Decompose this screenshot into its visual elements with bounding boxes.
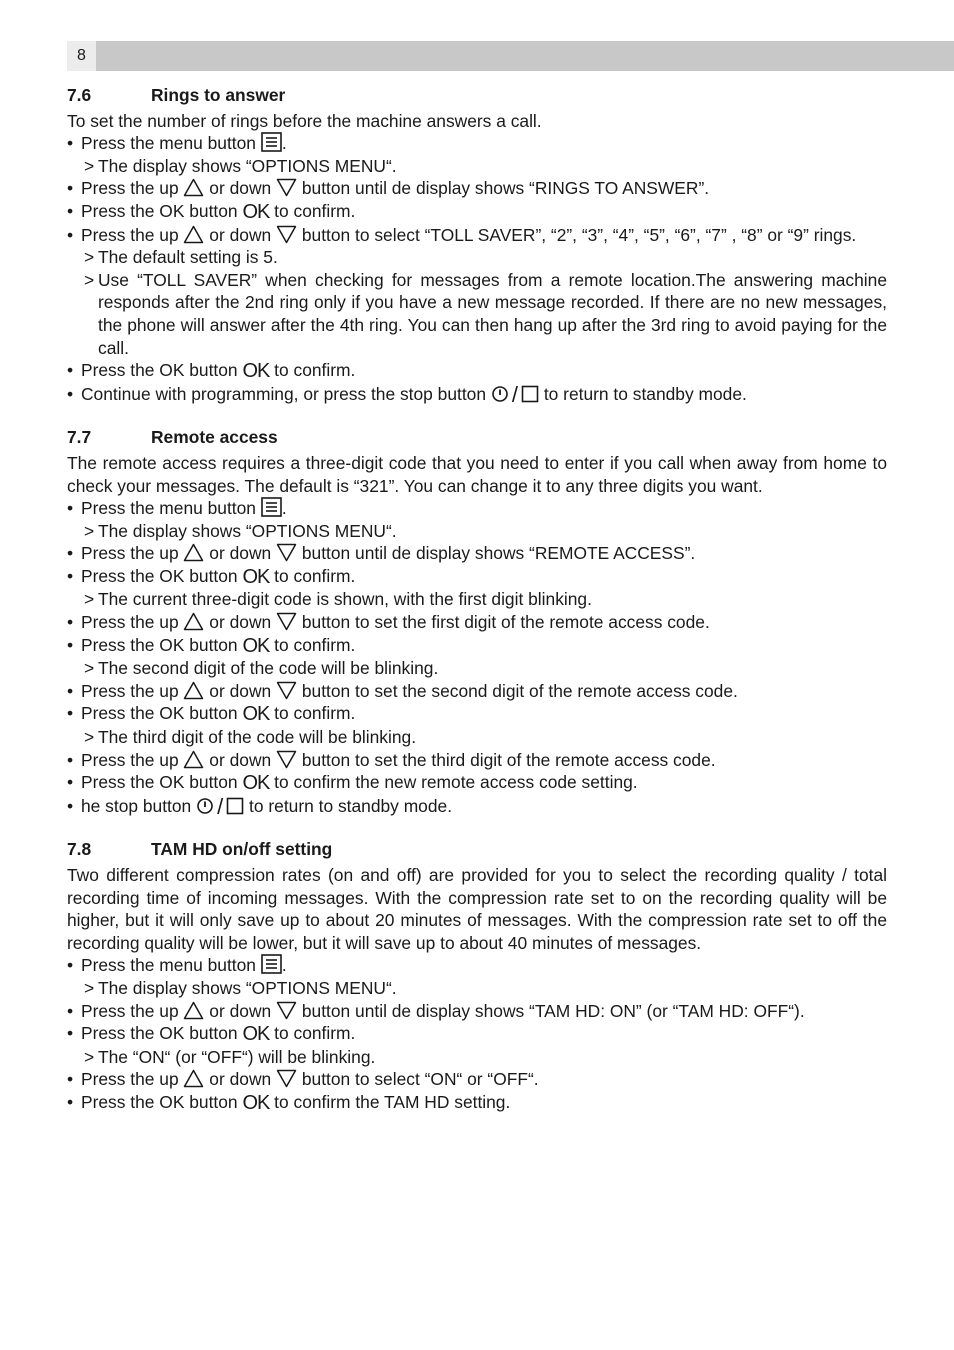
down-triangle-icon [276, 225, 297, 244]
page-number: 8 [67, 41, 96, 71]
text-run: or down [204, 543, 277, 564]
instruction-list [67, 954, 887, 1114]
power-icon [196, 797, 214, 815]
text-run: to confirm. [269, 360, 356, 381]
text-run: The display shows “OPTIONS MENU“. [98, 520, 397, 541]
down-triangle-icon [276, 750, 297, 769]
instruction-step [67, 132, 887, 155]
text-run: button to set the third digit of the remote access code. [297, 749, 716, 770]
ok-button-icon: OK [242, 200, 270, 223]
text-run: to confirm. [269, 565, 356, 586]
text-run: to confirm. [269, 634, 356, 655]
text-run: to confirm. [269, 1023, 356, 1044]
text-run: Press the OK button [81, 1091, 243, 1112]
section-title: Remote access [151, 427, 278, 448]
display-note [67, 246, 887, 269]
ok-button-icon: OK [242, 772, 270, 795]
section-number: 7.7 [67, 427, 92, 448]
instruction-step [67, 565, 887, 589]
text-run: or down [204, 224, 277, 245]
instruction-step [67, 1000, 887, 1023]
ok-button-icon: OK [242, 1091, 270, 1114]
text-run: button until de display shows “TAM HD: ON” (or “TAM HD: OFF“). [297, 1000, 805, 1021]
text-run: Press the OK button [81, 565, 243, 586]
instruction-step [67, 702, 887, 726]
section-number: 7.6 [67, 85, 92, 105]
intro-paragraph: To set the number of rings before the machine answers a call. [67, 110, 542, 131]
down-triangle-icon [276, 681, 297, 700]
text-run: button to set the second digit of the remote access code. [297, 680, 738, 701]
display-note [67, 155, 887, 178]
instruction-list [67, 132, 887, 406]
display-note [67, 1046, 887, 1069]
text-run: Press the OK button [81, 200, 243, 221]
instruction-step [67, 177, 887, 200]
text-run: The default setting is 5. [98, 247, 278, 268]
up-triangle-icon [183, 1001, 204, 1020]
up-triangle-icon [183, 750, 204, 769]
instruction-step [67, 611, 887, 634]
down-triangle-icon [276, 178, 297, 197]
section-7-7 [67, 426, 887, 818]
text-run: Use “TOLL SAVER” when checking for messages from a remote location.The answering machine responds after the 2nd ring only if you have a new message recorded. If there are no new messages, the phone will answer after the 4th ring. You can then hang up after the 3rd ring to avoid paying for the call. [98, 269, 887, 358]
up-triangle-icon [183, 225, 204, 244]
ok-button-icon: OK [242, 634, 270, 657]
ok-button-icon: OK [242, 703, 270, 726]
text-run: Press the OK button [81, 1023, 243, 1044]
text-run: button to select “TOLL SAVER”, “2”, “3”, “4”, “5”, “6”, “7” , “8” or “9” rings. [297, 224, 857, 245]
section-heading [67, 84, 887, 107]
text-run: or down [204, 1000, 277, 1021]
text-run: The current three-digit code is shown, with the first digit blinking. [98, 589, 592, 610]
instruction-step [67, 542, 887, 565]
display-note [67, 977, 887, 1000]
section-title: TAM HD on/off setting [151, 839, 333, 860]
section-heading [67, 426, 887, 449]
menu-button-icon [261, 954, 282, 974]
ok-button-icon: OK [242, 360, 270, 383]
ok-button-icon: OK [242, 1023, 270, 1046]
instruction-step [67, 795, 887, 819]
instruction-step [67, 1022, 887, 1046]
text-run: The “ON“ (or “OFF“) will be blinking. [98, 1046, 376, 1067]
section-number: 7.8 [67, 839, 92, 860]
slash-separator: / [511, 381, 518, 407]
intro-paragraph: The remote access requires a three-digit code that you need to enter if you call when away from home to check your messages. The default is “321”. You can change it to any three digits you want. [67, 452, 887, 496]
stop-square-icon [521, 385, 539, 403]
instruction-step [67, 680, 887, 703]
text-run: Press the up [81, 224, 184, 245]
instruction-step [67, 1091, 887, 1115]
text-run: The second digit of the code will be blinking. [98, 658, 439, 679]
text-run: or down [204, 178, 277, 199]
instruction-step [67, 383, 887, 407]
display-note [67, 269, 887, 359]
section-7-8 [67, 838, 887, 1114]
text-run: Press the up [81, 680, 184, 701]
text-run: to return to standby mode. [539, 383, 747, 404]
text-run: Continue with programming, or press the stop button [81, 383, 491, 404]
text-run: Press the menu button [81, 498, 261, 519]
section-7-6 [67, 84, 887, 406]
text-run: Press the OK button [81, 703, 243, 724]
page-header-bar [67, 41, 954, 71]
text-run: Press the up [81, 178, 184, 199]
up-triangle-icon [183, 178, 204, 197]
up-triangle-icon [183, 612, 204, 631]
instruction-step [67, 359, 887, 383]
slash-separator: / [217, 793, 224, 819]
down-triangle-icon [276, 543, 297, 562]
instruction-step [67, 200, 887, 224]
text-run: he stop button [81, 795, 197, 816]
text-run: . [281, 498, 287, 519]
power-icon [491, 385, 509, 403]
instruction-step [67, 1068, 887, 1091]
text-run: . [281, 955, 287, 976]
intro-paragraph: Two different compression rates (on and off) are provided for you to select the recording quality / total recording time of incoming messages. With the compression rate set to on the recording quality will be higher, but it will only save up to about 20 minutes of messages. With the compression rate set to off the recording quality will be lower, but it will save up to about 40 minutes of messages. [67, 865, 887, 953]
display-note [67, 657, 887, 680]
display-note [67, 520, 887, 543]
text-run: button to select “ON“ or “OFF“. [297, 1069, 539, 1090]
text-run: Press the up [81, 612, 184, 633]
instruction-step [67, 634, 887, 658]
text-run: to confirm. [269, 703, 356, 724]
text-run: or down [204, 749, 277, 770]
text-run: to return to standby mode. [244, 795, 453, 816]
section-title: Rings to answer [151, 85, 286, 105]
ok-button-icon: OK [242, 565, 270, 588]
up-triangle-icon [183, 1069, 204, 1088]
instruction-list [67, 497, 887, 818]
text-run: The display shows “OPTIONS MENU“. [98, 977, 397, 998]
instruction-step [67, 749, 887, 772]
document-body [67, 84, 887, 1135]
instruction-step [67, 771, 887, 795]
text-run: to confirm the new remote access code setting. [269, 772, 638, 793]
text-run: Press the OK button [81, 360, 243, 381]
display-note [67, 726, 887, 749]
text-run: to confirm. [269, 200, 356, 221]
text-run: Press the OK button [81, 634, 243, 655]
section-heading [67, 838, 887, 861]
instruction-step [67, 224, 887, 247]
text-run: Press the up [81, 543, 184, 564]
text-run: to confirm the TAM HD setting. [269, 1091, 511, 1112]
text-run: The display shows “OPTIONS MENU“. [98, 155, 397, 176]
text-run: The third digit of the code will be blinking. [98, 727, 417, 748]
up-triangle-icon [183, 681, 204, 700]
menu-button-icon [261, 132, 282, 152]
down-triangle-icon [276, 612, 297, 631]
text-run: button until de display shows “REMOTE ACCESS”. [297, 543, 696, 564]
up-triangle-icon [183, 543, 204, 562]
stop-square-icon [226, 797, 244, 815]
text-run: . [281, 133, 287, 154]
text-run: Press the menu button [81, 955, 261, 976]
text-run: or down [204, 612, 277, 633]
instruction-step [67, 954, 887, 977]
down-triangle-icon [276, 1069, 297, 1088]
text-run: Press the up [81, 1000, 184, 1021]
display-note [67, 588, 887, 611]
text-run: or down [204, 680, 277, 701]
text-run: Press the up [81, 1069, 184, 1090]
text-run: Press the up [81, 749, 184, 770]
text-run: or down [204, 1069, 277, 1090]
text-run: Press the menu button [81, 133, 261, 154]
text-run: button to set the first digit of the remote access code. [297, 612, 710, 633]
instruction-step [67, 497, 887, 520]
menu-button-icon [261, 497, 282, 517]
down-triangle-icon [276, 1001, 297, 1020]
text-run: Press the OK button [81, 772, 243, 793]
text-run: button until de display shows “RINGS TO ANSWER”. [297, 178, 710, 199]
